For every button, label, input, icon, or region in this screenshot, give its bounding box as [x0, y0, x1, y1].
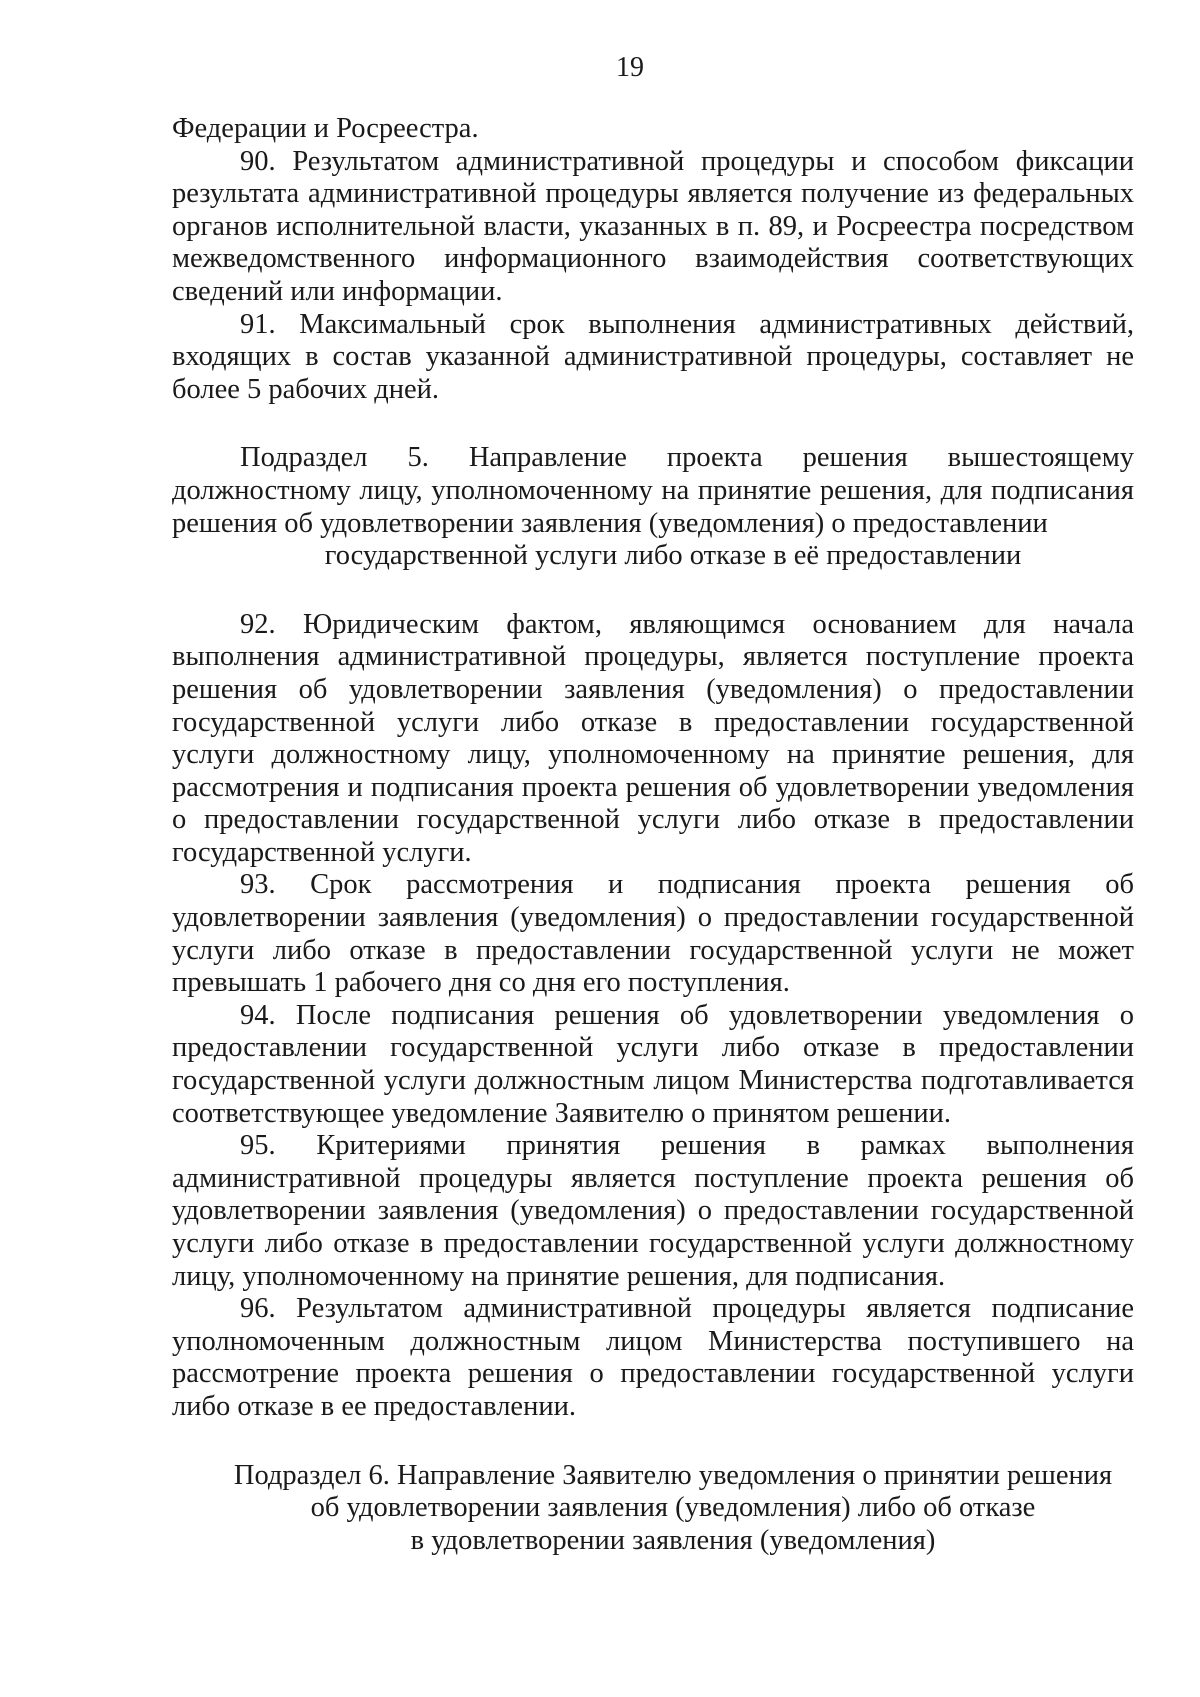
document-body: [172, 113, 1134, 1557]
paragraph-95: 95. Критериями принятия решения в рамках выполнения административной процедуры является поступление проекта решения об удовлетворении заявления (уведомления) о предоставлении государственной услуги либо отказе в предоставлении государственной услуги должностному лицу, уполномоченному на принятие решения, для подписания.: [172, 1130, 1134, 1292]
paragraph-continuation: Федерации и Росреестра.: [172, 113, 479, 144]
paragraph-94: 94. После подписания решения об удовлетворении уведомления о предоставлении государственной услуги либо отказе в предоставлении государственной услуги должностным лицом Министерства подготавливается соответствующее уведомление Заявителю о принятом решении.: [172, 999, 1134, 1129]
paragraph-92: 92. Юридическим фактом, являющимся основанием для начала выполнения административной процедуры, является поступление проекта решения об удовлетворении заявления (уведомления) о предоставлении государственной услуги либо отказе в предоставлении государственной услуги должностному лицу, уполномоченному на принятие решения, для рассмотрения и подписания проекта решения об удовлетворении уведомления о предоставлении государственной услуги либо отказе в предоставлении государственной услуги.: [172, 608, 1134, 868]
paragraph-90: 90. Результатом административной процедуры и способом фиксации результата административной процедуры является получение из федеральных органов исполнительной власти, указанных в п. 89, и Росреестра посредством межведомственного информационного взаимодействия соответствующих сведений или информации.: [172, 145, 1134, 307]
page-number: 19: [616, 52, 644, 83]
paragraph-96: 96. Результатом административной процедуры является подписание уполномоченным должностным лицом Министерства поступившего на рассмотрение проекта решения о предоставлении государственной услуги либо отказе в ее предоставлении.: [172, 1293, 1134, 1422]
subsection-6-heading-line-1: Подраздел 6. Направление Заявителю уведомления о принятии решения: [233, 1459, 1113, 1491]
subsection-5-heading: Подраздел 5. Направление проекта решения вышестоящему должностному лицу, уполномоченному на принятие решения, для подписания решения об удовлетворении заявления (уведомления) о предоставлении: [172, 442, 1134, 539]
paragraph-91: 91. Максимальный срок выполнения административных действий, входящих в состав указанной административной процедуры, составляет не более 5 рабочих дней.: [172, 308, 1134, 405]
subsection-5-heading-tail: государственной услуги либо отказе в её предоставлении: [324, 540, 1022, 572]
paragraph-93: 93. Срок рассмотрения и подписания проекта решения об удовлетворении заявления (уведомления) о предоставлении государственной услуги либо отказе в предоставлении государственной услуги не может превышать 1 рабочего дня со дня его поступления.: [172, 869, 1134, 999]
subsection-6-heading-line-3: в удовлетворении заявления (уведомления): [410, 1524, 936, 1556]
subsection-6-heading-line-2: об удовлетворении заявления (уведомления) либо об отказе: [310, 1492, 1036, 1524]
